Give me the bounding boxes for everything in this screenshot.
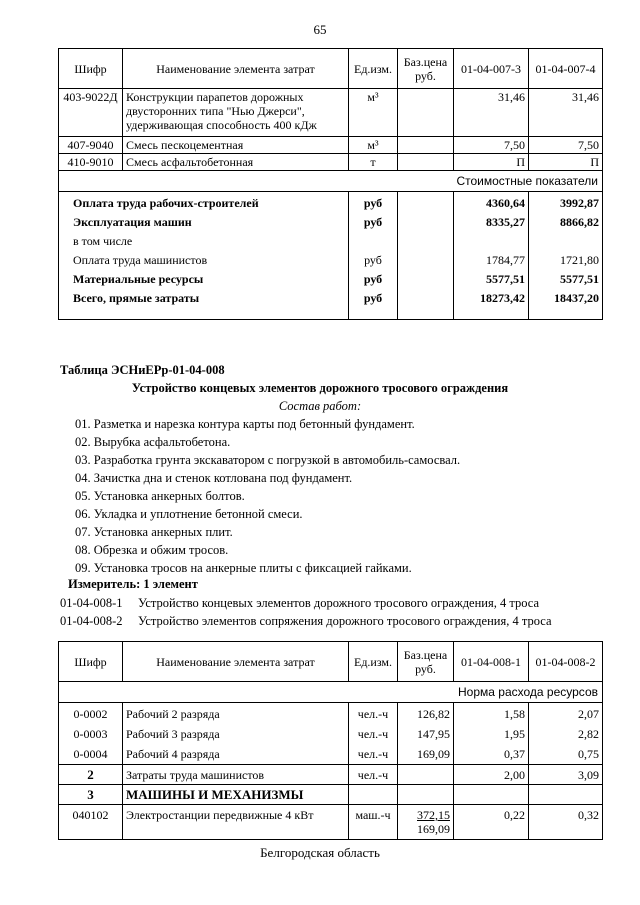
cell-price: 147,95 — [398, 724, 454, 744]
cell-name: Затраты труда машинистов — [123, 765, 349, 785]
table-row — [59, 765, 603, 785]
summary-col1: 5577,51 — [454, 270, 529, 289]
summary-row — [59, 289, 603, 320]
summary-col2: 18437,20 — [529, 289, 603, 320]
table-row — [59, 137, 603, 154]
price-value: 372,15 — [417, 808, 450, 822]
cell-name: Рабочий 3 разряда — [123, 724, 349, 744]
header-unit: Ед.изм. — [349, 642, 398, 682]
cell-col1: 1,58 — [454, 703, 529, 725]
summary-name: Оплата труда рабочих-строителей — [59, 192, 349, 214]
cell-code: 0-0002 — [59, 703, 123, 725]
cell-name: Конструкции парапетов дорожных двусторонних типа "Нью Джерси", удерживающая способность 400 кДж — [123, 89, 349, 137]
cell-price — [398, 137, 454, 154]
cell-price — [398, 765, 454, 785]
cell-name: МАШИНЫ И МЕХАНИЗМЫ — [123, 785, 349, 805]
table-row — [59, 744, 603, 765]
cell-col2: 7,50 — [529, 137, 603, 154]
summary-unit: руб — [349, 213, 398, 232]
header-col1: 01-04-007-3 — [454, 49, 529, 89]
cell-code: 040102 — [59, 805, 123, 840]
section-subtitle: Состав работ: — [278, 399, 362, 413]
cell-col1 — [454, 785, 529, 805]
cell-col1: 31,46 — [454, 89, 529, 137]
summary-unit: руб — [349, 251, 398, 270]
summary-unit: руб — [349, 192, 398, 214]
summary-row — [59, 232, 603, 251]
cell-unit: т — [349, 154, 398, 171]
cell-col1: 1,95 — [454, 724, 529, 744]
cell-code: 3 — [59, 785, 123, 805]
section-label-row — [59, 682, 603, 703]
work-item: 08. Обрезка и обжим тросов. — [75, 543, 229, 557]
table-header-row — [59, 49, 603, 89]
summary-row — [59, 270, 603, 289]
summary-col1: 18273,42 — [454, 289, 529, 320]
cell-name: Рабочий 2 разряда — [123, 703, 349, 725]
summary-col1: 4360,64 — [454, 192, 529, 214]
cell-unit: м³ — [349, 137, 398, 154]
work-item: 09. Установка тросов на анкерные плиты с фиксацией гайками. — [75, 561, 412, 575]
summary-col1: 1784,77 — [454, 251, 529, 270]
cell-code: 2 — [59, 765, 123, 785]
cell-name: Рабочий 4 разряда — [123, 744, 349, 765]
cell-col1: 2,00 — [454, 765, 529, 785]
cell-price — [398, 89, 454, 137]
cell-col1: 7,50 — [454, 137, 529, 154]
summary-col2: 1721,80 — [529, 251, 603, 270]
work-item: 02. Вырубка асфальтобетона. — [75, 435, 231, 449]
cell-col2: 0,32 — [529, 805, 603, 840]
code-description: Устройство элементов сопряжения дорожного тросового ограждения, 4 троса — [138, 614, 552, 628]
summary-col2: 8866,82 — [529, 213, 603, 232]
cell-col2: П — [529, 154, 603, 171]
resources-table-1 — [58, 48, 603, 320]
summary-price — [398, 251, 454, 270]
summary-col1: 8335,27 — [454, 213, 529, 232]
summary-row — [59, 251, 603, 270]
summary-price — [398, 232, 454, 251]
summary-col2: 5577,51 — [529, 270, 603, 289]
cell-name: Электростанции передвижные 4 кВт — [123, 805, 349, 840]
header-code: Шифр — [59, 642, 123, 682]
code-description: Устройство концевых элементов дорожного тросового ограждения, 4 троса — [138, 596, 540, 610]
cell-unit — [349, 785, 398, 805]
summary-col2: 3992,87 — [529, 192, 603, 214]
cell-unit: чел.-ч — [349, 765, 398, 785]
table-row — [59, 703, 603, 725]
header-price: Баз.цена руб. — [398, 49, 454, 89]
work-item: 04. Зачистка дна и стенок котлована под фундамент. — [75, 471, 353, 485]
work-item: 07. Установка анкерных плит. — [75, 525, 233, 539]
cell-code: 403-9022Д — [59, 89, 123, 137]
cell-code: 407-9040 — [59, 137, 123, 154]
cell-unit: чел.-ч — [349, 724, 398, 744]
cell-code: 0-0004 — [59, 744, 123, 765]
cell-price: 126,82 — [398, 703, 454, 725]
summary-name: в том числе — [59, 232, 349, 251]
table-row — [59, 785, 603, 805]
work-item: 05. Установка анкерных болтов. — [75, 489, 245, 503]
work-item: 01. Разметка и нарезка контура карты под бетонный фундамент. — [75, 417, 415, 431]
cell-unit: чел.-ч — [349, 744, 398, 765]
summary-name: Всего, прямые затраты — [59, 289, 349, 320]
summary-price — [398, 289, 454, 320]
header-col2: 01-04-007-4 — [529, 49, 603, 89]
summary-name: Материальные ресурсы — [59, 270, 349, 289]
resources-table-2 — [58, 641, 603, 840]
cell-price — [398, 785, 454, 805]
section-label: Норма расхода ресурсов — [59, 682, 603, 703]
price-value-2: 169,09 — [417, 822, 450, 836]
cell-unit: чел.-ч — [349, 703, 398, 725]
section-title: Устройство концевых элементов дорожного тросового ограждения — [131, 381, 509, 395]
summary-price — [398, 192, 454, 214]
work-item: 03. Разработка грунта экскаватором с погрузкой в автомобиль-самосвал. — [75, 453, 461, 467]
cell-name: Смесь пескоцементная — [123, 137, 349, 154]
cell-col1: П — [454, 154, 529, 171]
cell-unit: маш.-ч — [349, 805, 398, 840]
summary-col1 — [454, 232, 529, 251]
header-col2: 01-04-008-2 — [529, 642, 603, 682]
header-col1: 01-04-008-1 — [454, 642, 529, 682]
cell-col2: 2,82 — [529, 724, 603, 744]
table-row — [59, 805, 603, 840]
header-code: Шифр — [59, 49, 123, 89]
header-name: Наименование элемента затрат — [123, 49, 349, 89]
table-row — [59, 154, 603, 171]
cell-unit: м³ — [349, 89, 398, 137]
summary-unit: руб — [349, 289, 398, 320]
cell-price: 169,09 — [398, 744, 454, 765]
summary-price — [398, 270, 454, 289]
summary-name: Оплата труда машинистов — [59, 251, 349, 270]
cell-price — [398, 805, 454, 840]
page-footer: Белгородская область — [260, 845, 380, 860]
summary-unit: руб — [349, 270, 398, 289]
summary-row — [59, 213, 603, 232]
summary-row — [59, 192, 603, 214]
header-name: Наименование элемента затрат — [123, 642, 349, 682]
section-label-row — [59, 171, 603, 192]
summary-price — [398, 213, 454, 232]
table-label: Таблица ЭСНиЕРр-01-04-008 — [60, 363, 225, 377]
work-item: 06. Укладка и уплотнение бетонной смеси. — [75, 507, 303, 521]
code-id: 01-04-008-1 — [60, 596, 123, 610]
summary-name: Эксплуатация машин — [59, 213, 349, 232]
code-id: 01-04-008-2 — [60, 614, 123, 628]
table-row — [59, 724, 603, 744]
cell-col2 — [529, 785, 603, 805]
meter-label: Измеритель: 1 элемент — [68, 577, 198, 591]
header-price: Баз.цена руб. — [398, 642, 454, 682]
cell-col2: 3,09 — [529, 765, 603, 785]
cell-col2: 31,46 — [529, 89, 603, 137]
cell-price — [398, 154, 454, 171]
cell-col2: 2,07 — [529, 703, 603, 725]
cell-col1: 0,22 — [454, 805, 529, 840]
table-row — [59, 89, 603, 137]
cell-col1: 0,37 — [454, 744, 529, 765]
summary-unit — [349, 232, 398, 251]
header-unit: Ед.изм. — [349, 49, 398, 89]
cell-col2: 0,75 — [529, 744, 603, 765]
page-number: 65 — [313, 22, 327, 37]
section-label: Стоимостные показатели — [59, 171, 603, 192]
table-header-row — [59, 642, 603, 682]
cell-name: Смесь асфальтобетонная — [123, 154, 349, 171]
cell-code: 410-9010 — [59, 154, 123, 171]
summary-col2 — [529, 232, 603, 251]
cell-code: 0-0003 — [59, 724, 123, 744]
